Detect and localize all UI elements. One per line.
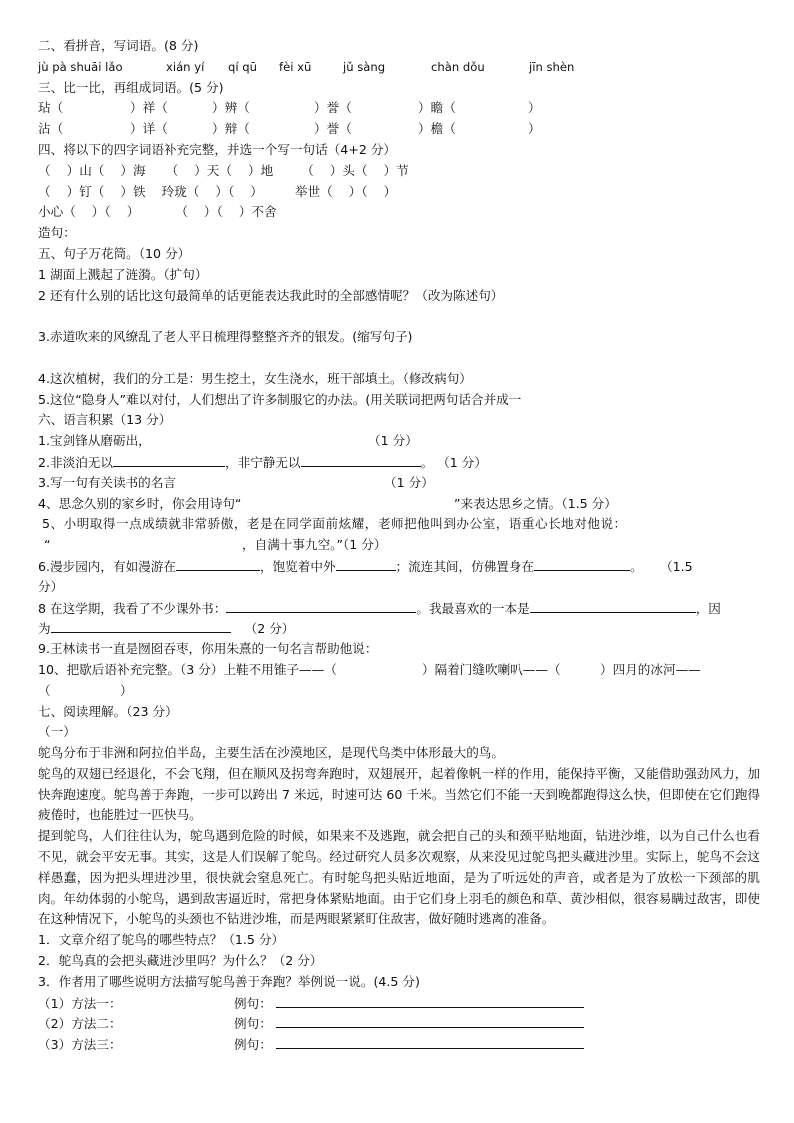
s6-q8-text-c: ，因 xyxy=(695,600,721,616)
s6-question-4 xyxy=(38,494,760,515)
s6-q6-score: （1.5 xyxy=(660,558,693,574)
section-3-title: 三、比一比，再组成词语。(5 分) xyxy=(38,79,224,95)
s6-question-6-cont: 分） xyxy=(38,578,64,594)
answer-blank[interactable] xyxy=(530,598,696,613)
s5-question-3: 3.赤道吹来的风缭乱了老人平日梳理得整整齐齐的银发。(缩写句子) xyxy=(38,329,413,345)
section-5-title: 五、句子万花筒。（10 分） xyxy=(38,245,191,261)
reading-question-3: 3．作者用了哪些说明方法描写鸵鸟善于奔跑？举例说一说。(4.5 分) xyxy=(38,973,420,989)
s6-q8-text-b: 。我最喜欢的一本是 xyxy=(416,600,530,616)
s6-question-9: 9.王林读书一直是囫囵吞枣，你用朱熹的一句名言帮助他说： xyxy=(38,641,378,657)
s5-question-5: 5.这位“隐身人”难以对付，人们想出了许多制服它的办法。(用关联词把两句话合并成一 xyxy=(38,391,522,407)
compare-row-1 xyxy=(38,98,760,119)
s5-question-4: 4.这次植树，我们的分工是：男生挖土，女生浇水，班干部填土。（修改病句） xyxy=(38,370,472,386)
idiom-row-3: 小心（ ）（ ） （ ）（ ）不舍 xyxy=(38,204,277,220)
section-2-title: 二、看拼音，写词语。(8 分) xyxy=(38,38,199,53)
section-4-title: 四、将以下的四字词语补充完整，并选一个写一句话（4+2 分） xyxy=(38,141,397,157)
s6-q10-text-c: ）四月的冰河—— xyxy=(600,661,701,677)
s6-q8-text-a: 8 在这学期，我看了不少课外书： xyxy=(38,600,227,616)
s6-q2-text-a: 2.非淡泊无以 xyxy=(38,454,113,470)
method-label: （1）方法一： xyxy=(38,995,122,1011)
s6-q4-text-a: 4、思念久别的家乡时，你会用诗句“ xyxy=(38,495,242,511)
s6-q1-score: （1 分） xyxy=(368,433,418,449)
s6-question-8-cont xyxy=(38,618,760,639)
compare-cell: ） xyxy=(528,121,541,137)
answer-blank[interactable] xyxy=(276,993,584,1008)
method-label: （2）方法二： xyxy=(38,1016,122,1032)
pinyin-7: jīn shèn xyxy=(529,59,575,74)
s6-q3-score: （1 分） xyxy=(384,474,434,490)
pinyin-3: qí qū xyxy=(228,59,257,74)
compare-cell: ）详（ xyxy=(130,121,168,137)
compare-cell: ） xyxy=(528,100,541,116)
method-label: （3）方法三： xyxy=(38,1037,122,1053)
s6-q2-text-b: ，非宁静无以 xyxy=(225,454,301,470)
pinyin-6: chàn dǒu xyxy=(431,59,485,74)
s6-question-5: 5、小明取得一点成绩就非常骄傲，老是在同学面前炫耀，老师把他叫到办公室，语重心长地对他说： xyxy=(42,516,627,532)
s6-q10-text-d: （ xyxy=(38,682,51,698)
pinyin-1: jù pà shuāi lǎo xyxy=(38,59,123,74)
s6-q2-text-c: 。 （1 分） xyxy=(420,454,487,470)
pinyin-4: fèi xū xyxy=(279,59,312,74)
pinyin-5: jǔ sàng xyxy=(343,59,386,74)
exam-page xyxy=(38,36,760,1055)
compare-row-2 xyxy=(38,119,760,140)
compare-cell: ）辩（ xyxy=(212,121,250,137)
example-label: 例句： xyxy=(234,995,272,1011)
compare-cell: 玷（ xyxy=(38,100,64,116)
compare-cell: ）誉（ xyxy=(314,121,352,137)
answer-blank[interactable] xyxy=(226,598,416,613)
s6-q6-text-c: ；流连其间，仿佛置身在 xyxy=(395,558,535,574)
s6-question-6 xyxy=(38,556,760,577)
s6-q10-text-b: ）隔着门缝吹喇叭——（ xyxy=(422,661,561,677)
example-label: 例句： xyxy=(234,1037,272,1053)
example-label: 例句： xyxy=(234,1016,272,1032)
compare-cell: ）檐（ xyxy=(418,121,456,137)
compare-cell: ）祥（ xyxy=(130,100,168,116)
method-row-2 xyxy=(38,1013,760,1034)
s6-q4-text-b: ”来表达思乡之情。（1.5 分） xyxy=(454,495,617,511)
method-row-3 xyxy=(38,1034,760,1055)
compare-cell: ）誉（ xyxy=(314,100,352,116)
pinyin-row xyxy=(38,57,760,78)
s6-question-2 xyxy=(38,452,760,473)
s6-q3-text: 3.写一句有关读书的名言 xyxy=(38,474,176,490)
idiom-row-2: （ ）钉（ ）铁 玲珑（ ）（ ） 举世（ ）（ ） xyxy=(38,183,397,199)
answer-blank[interactable] xyxy=(534,556,630,571)
reading-question-1: 1．文章介绍了鸵鸟的哪些特点？（1.5 分） xyxy=(38,932,285,948)
idiom-row-1: （ ）山（ ）海 （ ）天（ ）地 （ ）头（ ）节 xyxy=(38,162,409,178)
s6-q1-text: 1.宝剑锋从磨砺出， xyxy=(38,433,151,449)
compare-cell: ）辨（ xyxy=(212,100,250,116)
s6-question-5-cont xyxy=(38,535,760,556)
s6-q6-text-d: 。 xyxy=(630,558,643,574)
s6-q6-text-b: ，饱览着中外 xyxy=(259,558,336,574)
method-row-1 xyxy=(38,993,760,1014)
answer-blank[interactable] xyxy=(113,452,225,467)
make-sentence-label: 造句： xyxy=(38,225,76,241)
reading-subtitle: （一） xyxy=(38,724,76,740)
reading-paragraph-3: 提到鸵鸟，人们往往认为，鸵鸟遇到危险的时候，如果来不及逃跑，就会把自己的头和颈平贴地面，钻进沙堆，以为自己什么也看不见，就会平安无事。其实，这是人们误解了鸵鸟。经过研究人员多次观察，从来没见过鸵鸟把头藏进沙里。实际上，鸵鸟不会这样愚蠢，因为把头埋进沙里，很快就会窒息死亡。有时鸵鸟把头贴近地面，是为了听远处的声音，或者是为了放松一下颈部的肌肉。年幼体弱的小鸵鸟，遇到敌害逼近时，常把身体紧贴地面。由于它们身上羽毛的颜色和草、黄沙相似，很容易瞒过敌害，即使在这种情况下，小鸵鸟的头颈也不钻进沙堆，而是两眼紧紧盯住敌害，做好随时逃离的准备。 xyxy=(38,828,760,927)
answer-blank[interactable] xyxy=(336,556,396,571)
s6-question-1 xyxy=(38,431,760,452)
s5-question-1: 1 湖面上溅起了涟漪。（扩句） xyxy=(38,266,208,282)
s6-q6-text-a: 6.漫步园内，有如漫游在 xyxy=(38,558,176,574)
answer-space xyxy=(38,306,760,327)
s6-q10-text-e: ） xyxy=(120,682,133,698)
answer-space xyxy=(38,348,760,369)
answer-blank[interactable] xyxy=(176,556,260,571)
reading-paragraph-1: 鸵鸟分布于非洲和阿拉伯半岛，主要生活在沙漠地区，是现代鸟类中体形最大的鸟。 xyxy=(38,745,504,761)
s6-q5-text: ，自满十事九空。”（1 分） xyxy=(242,537,387,553)
compare-cell: ）瞻（ xyxy=(418,100,456,116)
section-6-title: 六、语言积累（13 分） xyxy=(38,412,172,428)
section-7-title: 七、阅读理解。（23 分） xyxy=(38,703,178,719)
answer-blank[interactable] xyxy=(51,618,231,633)
s6-question-8 xyxy=(38,598,760,619)
pinyin-2: xián yí xyxy=(166,59,205,74)
compare-cell: 沾（ xyxy=(38,121,64,137)
s5-question-2: 2 还有什么别的话比这句最简单的话更能表达我此时的全部感情呢？（改为陈述句） xyxy=(38,287,504,303)
s6-question-10 xyxy=(38,660,760,681)
reading-paragraph-2: 鸵鸟的双翅已经退化，不会飞翔，但在顺风及拐弯奔跑时，双翅展开，起着像帆一样的作用，能保持平衡，又能借助强劲风力，加快奔跑速度。鸵鸟善于奔跑，一步可以跨出 7 米远，时速可达 60 千米。当然它们不能一天到晚都跑得这么快，但即使在它们跑得疲倦时，也能胜过一匹快马。 xyxy=(38,765,760,823)
reading-question-2: 2．鸵鸟真的会把头藏进沙里吗？为什么？（2 分） xyxy=(38,953,323,969)
s6-q8-text-d: 为 xyxy=(38,621,51,637)
answer-blank[interactable] xyxy=(276,1034,584,1049)
s6-q5-open-quote: “ xyxy=(44,537,51,553)
answer-blank[interactable] xyxy=(301,452,421,467)
s6-q10-text-a: 10、把歇后语补充完整。（3 分）上鞋不用锥子——（ xyxy=(38,661,337,677)
answer-blank[interactable] xyxy=(276,1013,584,1028)
s6-question-3 xyxy=(38,473,760,494)
s6-q8-score: （2 分） xyxy=(244,621,295,637)
s6-question-10-cont xyxy=(38,681,760,702)
